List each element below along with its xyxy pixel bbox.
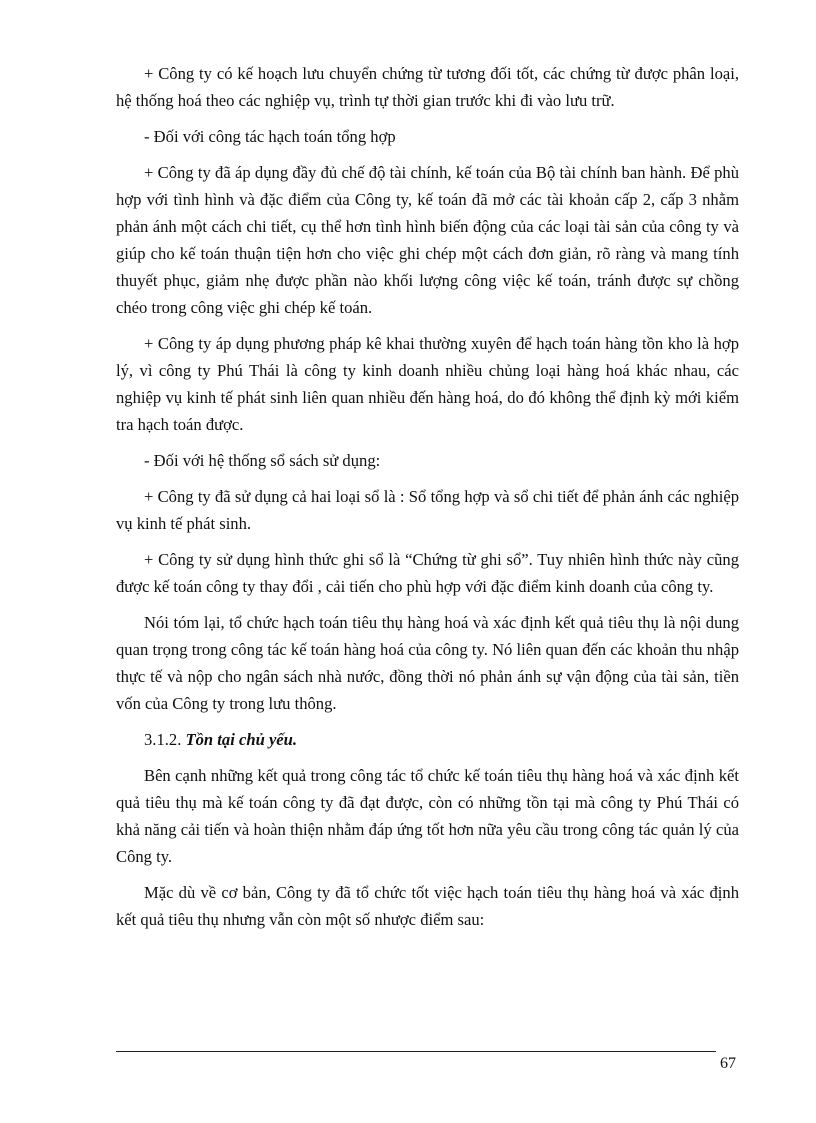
page-number: 67 <box>720 1055 736 1072</box>
paragraph-summary: Nói tóm lại, tổ chức hạch toán tiêu thụ hàng hoá và xác định kết quả tiêu thụ là nội dung quan trọng trong công tác kế toán hàng hoá của công ty. Nó liên quan đến các khoản thu nhập thực tế và nộp cho ngân sách nhà nước, đồng thời nó phản ánh sự vận động của tài sản, tiền vốn của Công ty trong lưu thông. <box>116 613 739 713</box>
paragraph-shortcomings-intro: Bên cạnh những kết quả trong công tác tổ chức kế toán tiêu thụ hàng hoá và xác định kết quả tiêu thụ mà kế toán công ty đã đạt được, còn có những tồn tại mà công ty Phú Thái có khả năng cải tiến và hoàn thiện nhằm đáp ứng tốt hơn nữa yêu cầu trong công tác quản lý của Công ty. <box>116 766 739 866</box>
document-page <box>116 60 739 942</box>
paragraph-general-accounting-heading: - Đối với công tác hạch toán tổng hợp <box>144 127 396 146</box>
footer-divider <box>116 1051 716 1052</box>
paragraph-inventory-method: + Công ty áp dụng phương pháp kê khai thường xuyên để hạch toán hàng tồn kho là hợp lý, vì công ty Phú Thái là công ty kinh doanh nhiều chủng loại hàng hoá khác nhau, các nghiệp vụ kinh tế phát sinh liên quan nhiều đến hàng hoá, do đó không thể định kỳ mới kiểm tra hạch toán được. <box>116 334 739 434</box>
paragraph-ledger-system-heading: - Đối với hệ thống sổ sách sử dụng: <box>144 451 381 470</box>
paragraph-accounting-regime: + Công ty đã áp dụng đầy đủ chế độ tài chính, kế toán của Bộ tài chính ban hành. Để phù hợp với tình hình và đặc điểm của Công ty, kế toán đã mở các tài khoản cấp 2, cấp 3 nhằm phản ánh một cách chi tiết, cụ thể hơn tình hình biến động của các loại tài sản của công ty và giúp cho kế toán thuận tiện hơn cho việc ghi chép một cách đơn giản, rõ ràng và mang tính thuyết phục, giảm nhẹ được phần nào khối lượng công việc kế toán, tránh được sự chồng chéo trong công việc ghi chép kế toán. <box>116 163 739 317</box>
section-number: 3.1.2. <box>144 730 182 749</box>
paragraph-ledger-types: + Công ty đã sử dụng cả hai loại sổ là : Sổ tổng hợp và sổ chi tiết để phản ánh các nghiệp vụ kinh tế phát sinh. <box>116 487 739 533</box>
paragraph-bookkeeping-form: + Công ty sử dụng hình thức ghi sổ là “Chứng từ ghi sổ”. Tuy nhiên hình thức này cũng được kế toán công ty thay đổi , cải tiến cho phù hợp với đặc điểm kinh doanh của công ty. <box>116 550 739 596</box>
section-heading <box>116 726 739 753</box>
section-title: Tồn tại chủ yếu. <box>185 730 298 749</box>
paragraph-document-flow: + Công ty có kế hoạch lưu chuyển chứng từ tương đối tốt, các chứng từ được phân loại, hệ thống hoá theo các nghiệp vụ, trình tự thời gian trước khi đi vào lưu trữ. <box>116 64 739 110</box>
paragraph-weaknesses-lead: Mặc dù về cơ bản, Công ty đã tổ chức tốt việc hạch toán tiêu thụ hàng hoá và xác định kết quả tiêu thụ nhưng vẫn còn một số nhược điểm sau: <box>116 883 739 929</box>
